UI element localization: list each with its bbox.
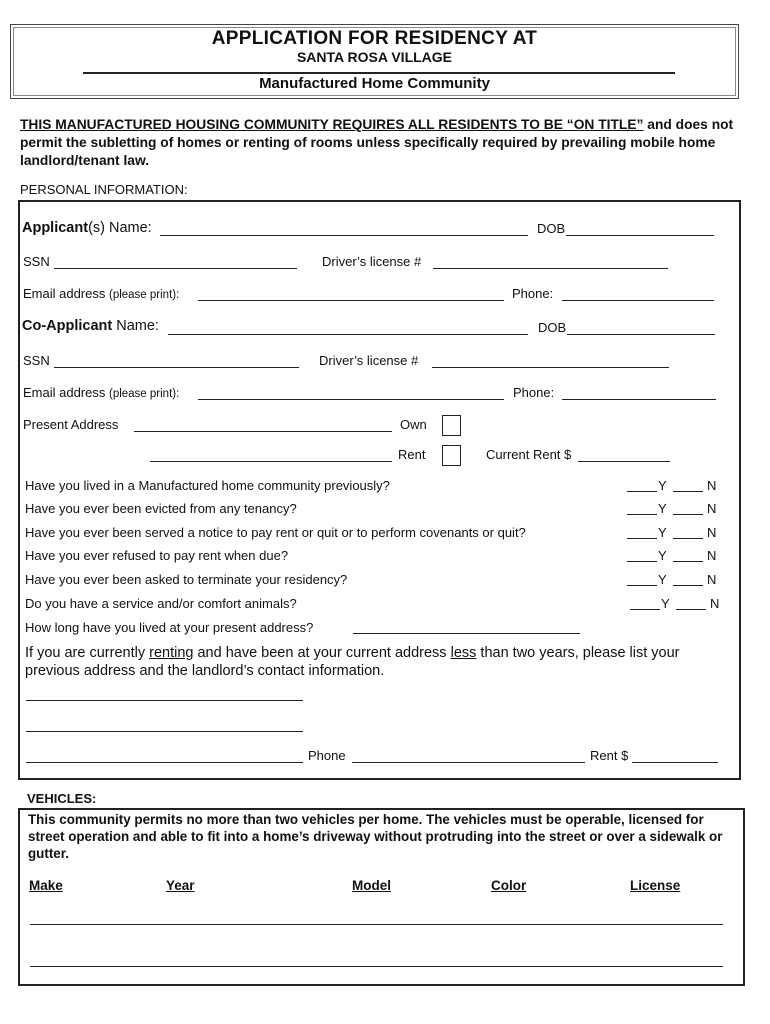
present-address-label: Present Address: [23, 417, 119, 432]
own-label: Own: [400, 417, 427, 432]
coapplicant-email-label: Email address (please print):: [23, 385, 180, 400]
previous-address-field-1[interactable]: [26, 700, 303, 701]
applicant-email-label: Email address (please print):: [23, 286, 180, 301]
coapplicant-phone-field[interactable]: [562, 399, 716, 400]
applicant-phone-field[interactable]: [562, 300, 714, 301]
question-5-no-field[interactable]: [673, 585, 703, 586]
question-6-yes-label: Y: [661, 596, 670, 611]
applicant-ssn-label: SSN: [23, 254, 50, 269]
column-year: Year: [166, 878, 195, 893]
applicant-phone-label: Phone:: [512, 286, 554, 301]
coapplicant-email-field[interactable]: [198, 399, 504, 400]
question-1-yes-label: Y: [658, 478, 667, 493]
question-6: Do you have a service and/or comfort animals?: [25, 596, 297, 611]
question-4-no-label: N: [707, 548, 717, 563]
title-notice: [20, 116, 742, 170]
vehicle-row-1[interactable]: [30, 924, 723, 925]
question-4-yes-field[interactable]: [627, 561, 657, 562]
question-1-no-field[interactable]: [673, 491, 703, 492]
question-1-yes-field[interactable]: [627, 491, 657, 492]
current-rent-label: Current Rent $: [486, 447, 572, 462]
applicant-name-label: Applicant(s) Name:: [22, 220, 152, 236]
coapplicant-dob-label: DOB: [538, 320, 567, 335]
notice-underlined: THIS MANUFACTURED HOUSING COMMUNITY REQUIRES ALL RESIDENTS TO BE “ON TITLE”: [20, 117, 644, 132]
applicant-dob-field[interactable]: [566, 235, 714, 236]
own-checkbox[interactable]: [442, 415, 461, 436]
current-rent-field[interactable]: [578, 461, 670, 462]
notice-rest: and does not permit the subletting of homes or renting of rooms unless specifically required by prevailing mobile home landlord/tenant law.: [20, 117, 734, 168]
question-5: Have you ever been asked to terminate your residency?: [25, 572, 348, 587]
vehicles-heading: VEHICLES:: [27, 791, 97, 806]
previous-rent-label: Rent $: [590, 748, 629, 763]
question-3: Have you ever been served a notice to pay rent or quit or to perform covenants or quit?: [25, 525, 526, 540]
question-4: Have you ever refused to pay rent when due?: [25, 548, 289, 563]
header-divider: [83, 72, 675, 74]
question-5-yes-label: Y: [658, 572, 667, 587]
applicant-license-field[interactable]: [433, 268, 668, 269]
applicant-email-field[interactable]: [198, 300, 504, 301]
personal-info-heading: PERSONAL INFORMATION:: [20, 182, 188, 197]
question-5-no-label: N: [707, 572, 717, 587]
coapplicant-license-label: Driver’s license #: [319, 353, 419, 368]
question-6-no-label: N: [710, 596, 720, 611]
applicant-dob-label: DOB: [537, 221, 566, 236]
question-6-no-field[interactable]: [676, 609, 706, 610]
how-long-field[interactable]: [353, 633, 580, 634]
column-make: Make: [29, 878, 63, 893]
previous-phone-field[interactable]: [352, 762, 585, 763]
how-long-label: How long have you lived at your present address?: [25, 620, 314, 635]
question-2-yes-label: Y: [658, 501, 667, 516]
applicant-ssn-field[interactable]: [54, 268, 297, 269]
question-4-yes-label: Y: [658, 548, 667, 563]
coapplicant-license-field[interactable]: [432, 367, 669, 368]
coapplicant-name-label: Co-Applicant Name:: [22, 318, 159, 334]
rent-checkbox[interactable]: [442, 445, 461, 466]
applicant-license-label: Driver’s license #: [322, 254, 422, 269]
coapplicant-ssn-label: SSN: [23, 353, 50, 368]
question-3-no-field[interactable]: [673, 538, 703, 539]
previous-address-field-3[interactable]: [26, 762, 303, 763]
vehicles-notice: This community permits no more than two vehicles per home. The vehicles must be operable, licensed for street operation and able to fit into a home’s driveway without protruding into the street or over a sidewalk or gutter.: [28, 812, 723, 861]
question-5-yes-field[interactable]: [627, 585, 657, 586]
question-4-no-field[interactable]: [673, 561, 703, 562]
question-1: Have you lived in a Manufactured home community previously?: [25, 478, 390, 493]
present-address-field-1[interactable]: [134, 431, 392, 432]
coapplicant-phone-label: Phone:: [513, 385, 555, 400]
previous-rent-field[interactable]: [632, 762, 718, 763]
vehicle-row-2[interactable]: [30, 966, 723, 967]
coapplicant-dob-field[interactable]: [567, 334, 715, 335]
column-color: Color: [491, 878, 527, 893]
question-2-yes-field[interactable]: [627, 514, 657, 515]
previous-address-instructions: If you are currently renting and have been at your current address less than two years, please list your previous address and the landlord’s contact information.: [25, 645, 680, 679]
question-2-no-label: N: [707, 501, 717, 516]
form-title: APPLICATION FOR RESIDENCY AT: [211, 28, 538, 49]
question-3-no-label: N: [707, 525, 717, 540]
question-1-no-label: N: [707, 478, 717, 493]
community-name: SANTA ROSA VILLAGE: [296, 49, 453, 65]
question-3-yes-label: Y: [658, 525, 667, 540]
previous-phone-label: Phone: [308, 748, 346, 763]
question-3-yes-field[interactable]: [627, 538, 657, 539]
coapplicant-name-field[interactable]: [168, 334, 528, 335]
applicant-name-field[interactable]: [160, 235, 528, 236]
column-model: Model: [352, 878, 391, 893]
coapplicant-ssn-field[interactable]: [54, 367, 299, 368]
question-2-no-field[interactable]: [673, 514, 703, 515]
form-header: [10, 24, 739, 99]
community-type: Manufactured Home Community: [259, 75, 490, 92]
column-license: License: [630, 878, 681, 893]
rent-label: Rent: [398, 447, 426, 462]
question-6-yes-field[interactable]: [630, 609, 660, 610]
present-address-field-2[interactable]: [150, 461, 392, 462]
previous-address-field-2[interactable]: [26, 731, 303, 732]
question-2: Have you ever been evicted from any tenancy?: [25, 501, 297, 516]
